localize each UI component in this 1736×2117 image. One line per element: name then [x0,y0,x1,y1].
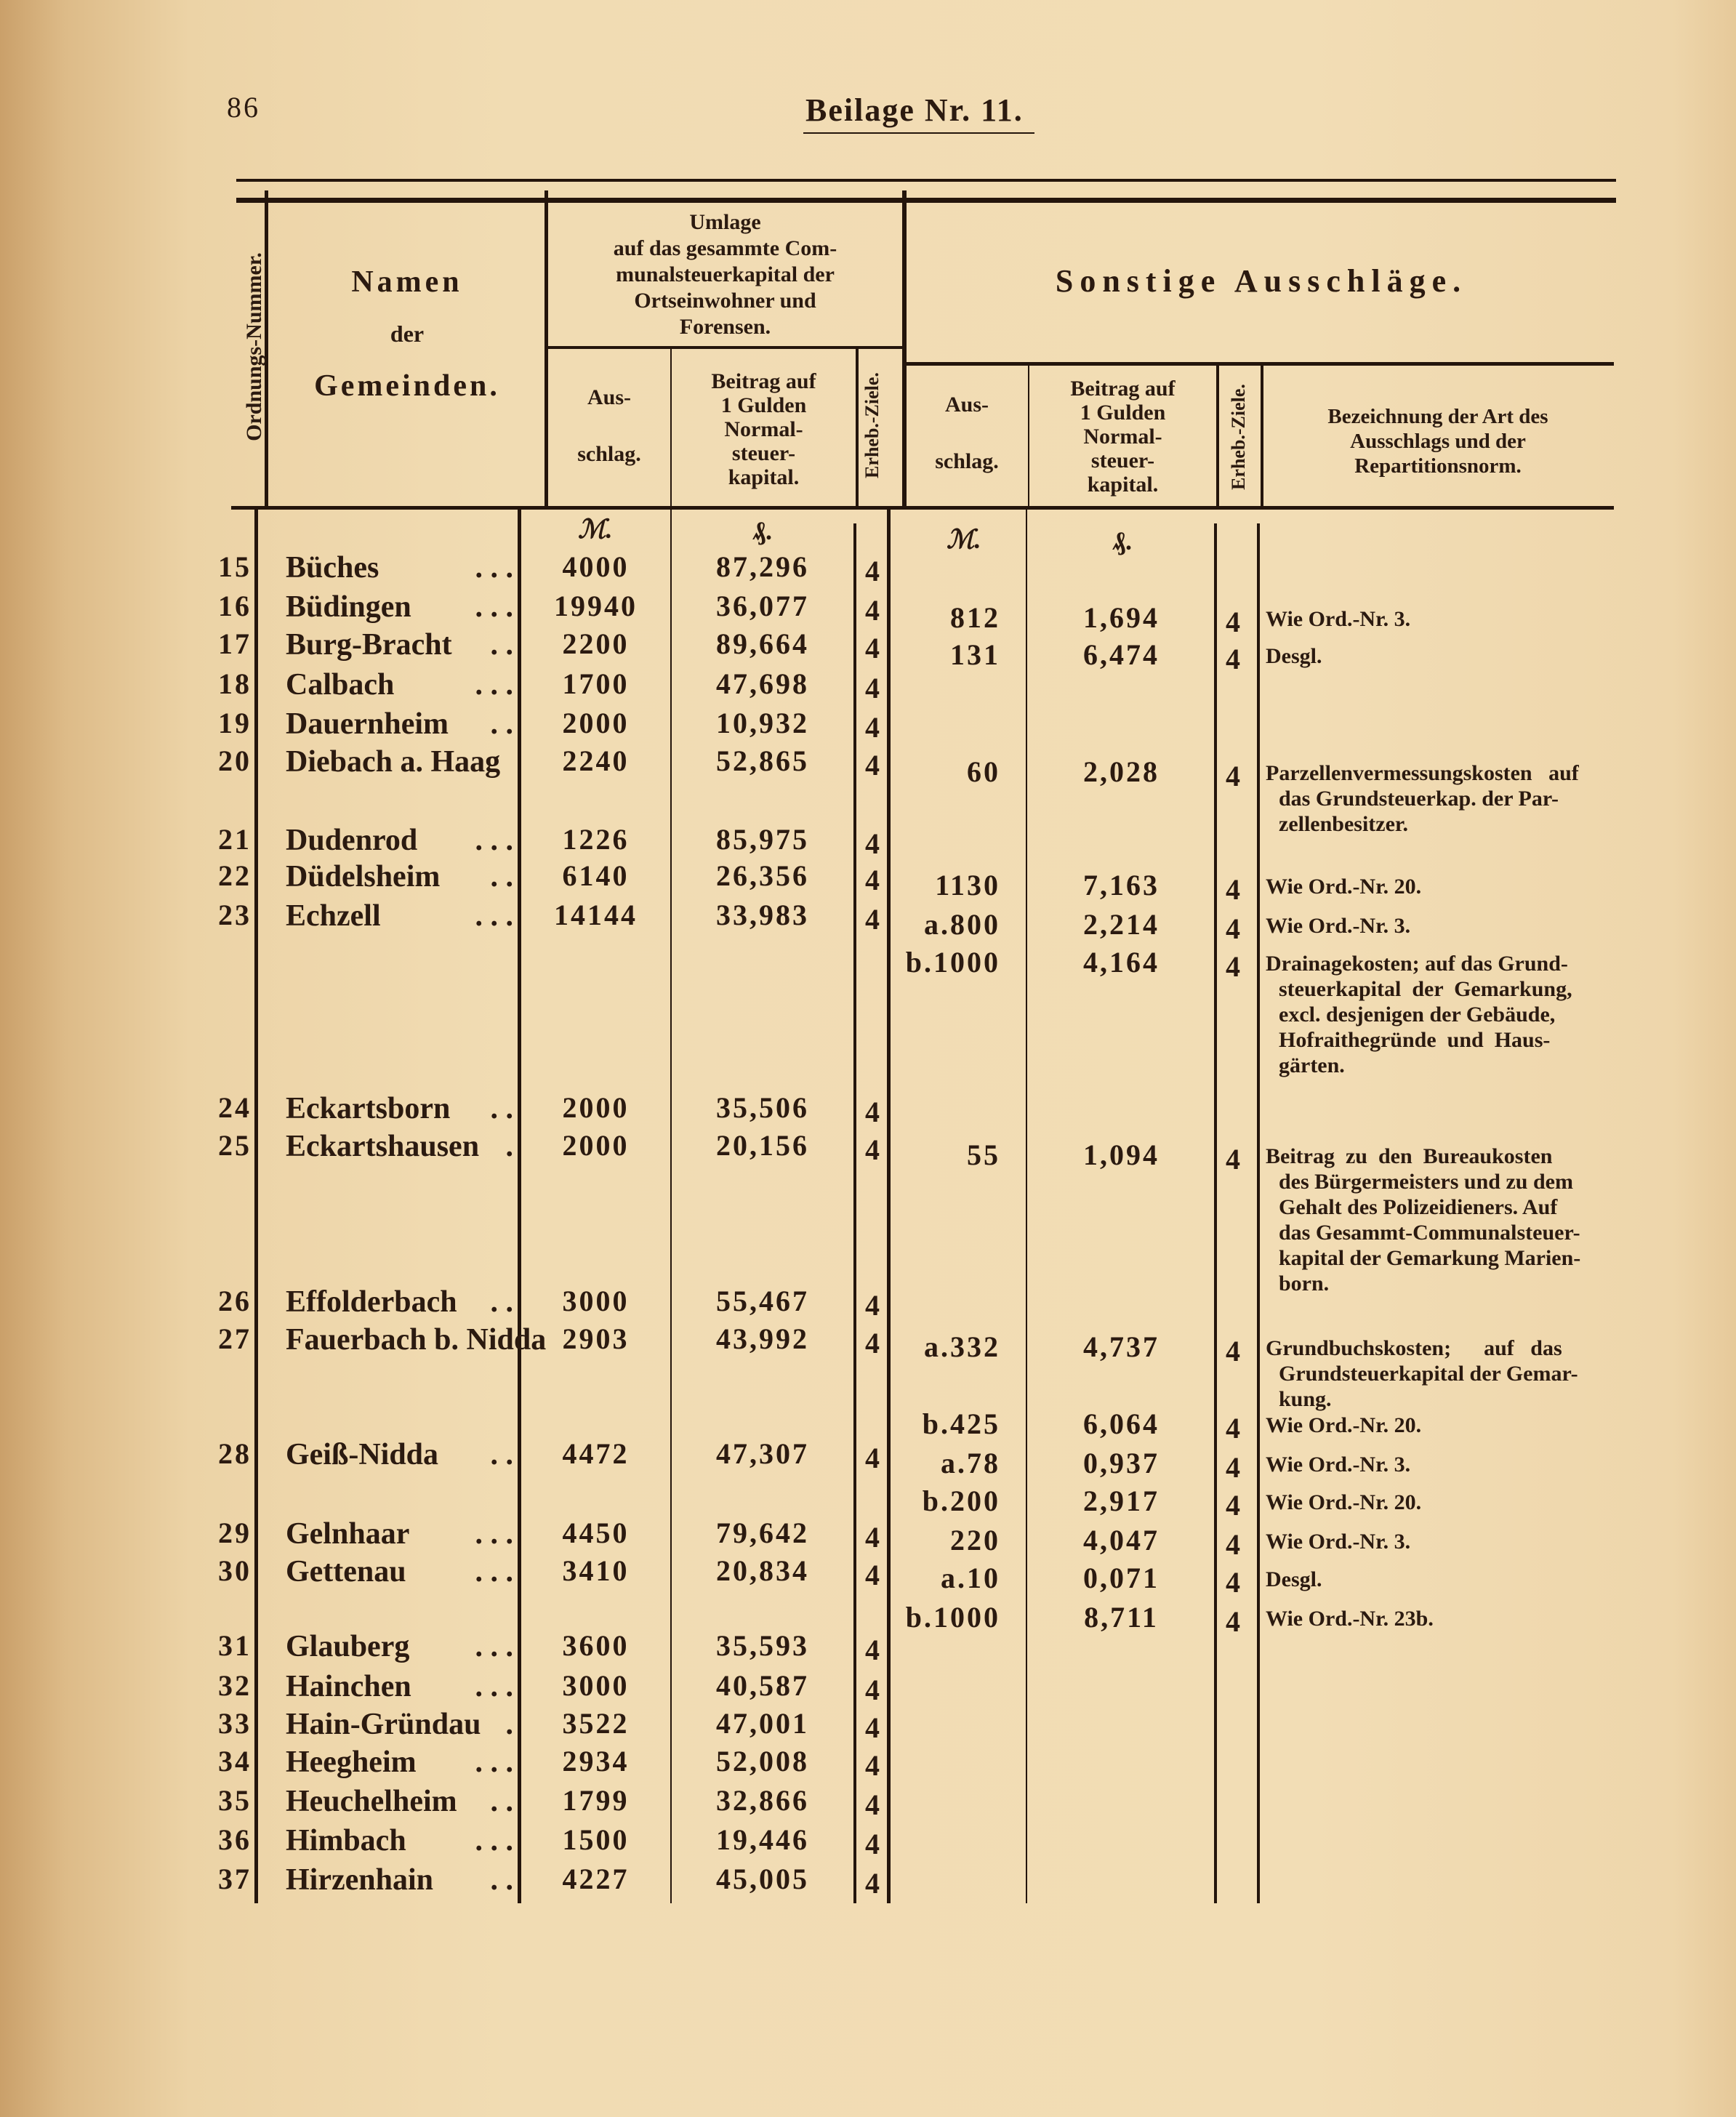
remark-line: das Grundsteuerkap. der Par- [1279,787,1559,811]
other-erheb-ziele: 4 [1226,606,1242,638]
header-namen-line: Gemeinden. [314,369,500,403]
umlage-subrule [547,346,904,349]
header-umlage-line: munalsteuerkapital der [616,262,835,286]
umlage-ausschlag: 3410 [562,1554,630,1587]
row-number: 29 [218,1517,252,1549]
umlage-beitrag: 20,834 [716,1554,809,1587]
other-beitrag: 2,917 [1083,1485,1160,1517]
umlage-beitrag: 87,296 [716,550,809,583]
umlage-erheb-ziele: 4 [865,1327,882,1359]
table-row [0,1093,1736,1127]
dot-leader: . . [490,1438,513,1471]
row-number: 26 [218,1285,252,1317]
remark-line: Wie Ord.-Nr. 3. [1266,914,1411,938]
other-beitrag: 4,047 [1083,1524,1160,1556]
other-row [0,1449,1736,1482]
dot-leader: . . . [475,1555,513,1588]
umlage-erheb-ziele: 4 [865,632,882,664]
row-number: 32 [218,1669,252,1702]
umlage-ausschlag: 4450 [562,1517,630,1549]
dot-leader: . . . [475,1670,513,1703]
umlage-ausschlag: 2903 [562,1322,630,1355]
umlage-beitrag: 47,307 [716,1437,809,1470]
umlage-erheb-ziele: 4 [865,1521,882,1554]
umlage-ausschlag: 1700 [562,667,630,700]
other-ausschlag: a.78 [941,1447,1000,1479]
remark [1266,1413,1586,1438]
umlage-erheb-ziele: 4 [865,1828,882,1860]
unit-pfennig-1: ₰. [752,516,772,545]
dot-leader: . . . [475,1824,513,1857]
header-erheb-ziele-1: Erheb.-Ziele. [861,372,883,478]
remark [1266,760,1586,837]
other-row [0,1526,1736,1559]
other-ausschlag: b.425 [922,1407,1000,1440]
municipality-name: Hirzenhain [286,1863,434,1897]
umlage-ausschlag: 4472 [562,1437,630,1470]
remark-line: Parzellenvermessungskosten auf [1266,761,1579,785]
dot-leader: . . . [475,551,513,585]
dot-leader: . . . [475,668,513,702]
municipality-name: Büches [286,551,379,585]
remark-line: Wie Ord.-Nr. 20. [1266,875,1422,899]
other-row [0,946,1736,1077]
umlage-ausschlag: 19940 [554,590,638,622]
remark-line: Wie Ord.-Nr. 3. [1266,607,1411,631]
umlage-beitrag: 45,005 [716,1863,809,1895]
dot-leader: . . . [475,1630,513,1663]
municipality-name: Effolderbach [286,1285,457,1319]
sonstige-subrule [904,362,1614,366]
umlage-ausschlag: 3522 [562,1707,630,1740]
umlage-ausschlag: 2934 [562,1745,630,1777]
other-ausschlag: 1130 [935,869,1000,901]
municipality-name: Burg-Bracht [286,628,452,662]
row-number: 19 [218,707,252,739]
header-ordnungs-nummer: Ordnungs-Nummer. [242,252,266,441]
row-number: 24 [218,1091,252,1124]
dot-leader: . . . [475,590,513,624]
dot-leader: . . [490,1785,513,1818]
row-number: 18 [218,667,252,700]
table-row [0,709,1736,742]
row-number: 33 [218,1707,252,1740]
header-ausschlag-2 [907,393,1027,473]
other-ausschlag: a.10 [941,1562,1000,1594]
header-ausschlag-line: Aus- [587,385,631,409]
umlage-erheb-ziele: 4 [865,1711,882,1744]
remark-line: gärten. [1279,1053,1345,1077]
table-row [0,1747,1736,1780]
header-divider [1216,365,1219,507]
header-beitrag-line: Beitrag auf [711,369,816,393]
umlage-ausschlag: 3600 [562,1629,630,1662]
other-beitrag: 2,028 [1083,755,1160,788]
remark-line: Wie Ord.-Nr. 23b. [1266,1607,1434,1631]
other-row [0,1487,1736,1520]
municipality-name: Hain-Gründau [286,1708,481,1741]
municipality-name: Echzell [286,899,381,933]
other-erheb-ziele: 4 [1226,1489,1242,1522]
other-erheb-ziele: 4 [1226,1605,1242,1638]
row-number: 20 [218,744,252,777]
remark-line: Wie Ord.-Nr. 20. [1266,1490,1422,1514]
header-bezeichnung-line: Repartitionsnorm. [1354,454,1522,478]
other-ausschlag: b.200 [922,1485,1000,1517]
other-ausschlag: a.332 [924,1330,1000,1363]
umlage-erheb-ziele: 4 [865,1634,882,1666]
table-row [0,1786,1736,1820]
umlage-ausschlag: 3000 [562,1669,630,1702]
municipality-name: Calbach [286,668,395,702]
umlage-erheb-ziele: 4 [865,1674,882,1706]
umlage-beitrag: 20,156 [716,1129,809,1162]
umlage-erheb-ziele: 4 [865,903,882,936]
other-ausschlag: a.800 [924,908,1000,941]
municipality-name: Dauernheim [286,707,449,741]
unit-mark-1: ℳ. [578,515,613,544]
umlage-ausschlag: 2200 [562,627,630,660]
header-ausschlag-line: schlag. [935,449,999,473]
dot-leader: . . [490,1863,513,1897]
other-erheb-ziele: 4 [1226,1412,1242,1445]
umlage-erheb-ziele: 4 [865,1749,882,1782]
umlage-beitrag: 55,467 [716,1285,809,1317]
remark-line: kung. [1279,1387,1332,1411]
other-beitrag: 7,163 [1083,869,1160,901]
umlage-beitrag: 85,975 [716,823,809,856]
other-ausschlag: 55 [967,1138,1000,1171]
other-erheb-ziele: 4 [1226,1566,1242,1599]
remark-line: Gehalt des Polizeidieners. Auf [1279,1195,1558,1219]
other-beitrag: 1,694 [1083,601,1160,634]
umlage-erheb-ziele: 4 [865,672,882,704]
remark-line: kapital der Gemarkung Marien- [1279,1246,1581,1270]
title-underline [803,132,1034,134]
remark-line: Grundbuchskosten; auf das [1266,1336,1562,1360]
row-number: 23 [218,899,252,931]
umlage-erheb-ziele: 4 [865,594,882,627]
top-rule [236,179,1616,182]
other-beitrag: 6,064 [1083,1407,1160,1440]
umlage-beitrag: 19,446 [716,1823,809,1856]
municipality-name: Geiß-Nidda [286,1438,439,1471]
dot-leader: . [505,1708,513,1741]
row-number: 17 [218,627,252,660]
remark [1266,606,1586,632]
other-ausschlag: b.1000 [905,946,1000,979]
other-row [0,1603,1736,1636]
other-row [0,1138,1736,1295]
dot-leader: . . . [475,1746,513,1779]
umlage-erheb-ziele: 4 [865,1096,882,1128]
remark-line: Hofraithegründe und Haus- [1279,1028,1551,1052]
dot-leader: . . [490,860,513,893]
row-number: 31 [218,1629,252,1662]
municipality-name: Dudenrod [286,824,418,857]
umlage-beitrag: 33,983 [716,899,809,931]
other-beitrag: 0,937 [1083,1447,1160,1479]
header-beitrag-line: steuer- [1090,449,1155,473]
umlage-beitrag: 35,506 [716,1091,809,1124]
unit-mark-2: ℳ. [947,525,981,554]
row-number: 15 [218,550,252,583]
other-erheb-ziele: 4 [1226,912,1242,945]
dot-leader: . . . [475,899,513,933]
unit-pfennig-2: ₰. [1112,526,1132,555]
header-ausschlag-line: Aus- [944,393,989,417]
other-erheb-ziele: 4 [1226,760,1242,792]
remark-line: des Bürgermeisters und zu dem [1279,1170,1573,1194]
dot-leader: . . [490,707,513,741]
umlage-beitrag: 52,008 [716,1745,809,1777]
header-beitrag-line: Normal- [1083,425,1162,449]
other-beitrag: 8,711 [1084,1601,1159,1634]
header-beitrag-line: 1 Gulden [1080,401,1166,425]
remark-line: Wie Ord.-Nr. 3. [1266,1453,1411,1477]
header-beitrag-line: 1 Gulden [720,393,807,417]
header-beitrag-line: steuer- [731,441,796,465]
remark-line: born. [1279,1272,1330,1295]
remark [1266,1490,1586,1515]
municipality-name: Heegheim [286,1746,417,1779]
header-namen-line: der [390,321,425,348]
remark [1266,874,1586,899]
other-beitrag: 4,737 [1083,1330,1160,1363]
umlage-beitrag: 40,587 [716,1669,809,1702]
municipality-name: Heuchelheim [286,1785,457,1818]
other-erheb-ziele: 4 [1226,1335,1242,1367]
dot-leader: . . . [475,1517,513,1551]
header-umlage-line: Forensen. [679,315,771,339]
header-beitrag-line: Beitrag auf [1070,377,1176,401]
umlage-ausschlag: 2000 [562,1091,630,1124]
umlage-beitrag: 47,698 [716,667,809,700]
remark-line: das Gesammt-Communalsteuer- [1279,1221,1580,1245]
remark-line: zellenbesitzer. [1279,812,1408,836]
umlage-beitrag: 79,642 [716,1517,809,1549]
page-title: Beilage Nr. 11. [805,92,1024,128]
umlage-ausschlag: 1500 [562,1823,630,1856]
header-umlage-line: Ortseinwohner und [634,289,816,313]
header-divider [856,349,859,507]
row-number: 16 [218,590,252,622]
other-beitrag: 1,094 [1083,1138,1160,1171]
umlage-beitrag: 36,077 [716,590,809,622]
table-row [0,1671,1736,1705]
umlage-erheb-ziele: 4 [865,1442,882,1474]
other-erheb-ziele: 4 [1226,1143,1242,1176]
header-namen-line: Namen [351,265,463,299]
header-ausschlag-1 [548,385,670,466]
umlage-ausschlag: 14144 [554,899,638,931]
umlage-erheb-ziele: 4 [865,1289,882,1322]
umlage-ausschlag: 2240 [562,744,630,777]
umlage-erheb-ziele: 4 [865,1867,882,1900]
row-number: 22 [218,859,252,892]
row-number: 28 [218,1437,252,1470]
header-bezeichnung-line: Ausschlags und der [1350,430,1526,453]
umlage-beitrag: 43,992 [716,1322,809,1355]
row-number: 25 [218,1129,252,1162]
header-beitrag-2 [1029,377,1216,497]
umlage-beitrag: 32,866 [716,1784,809,1817]
dot-leader: . [505,1130,513,1163]
umlage-erheb-ziele: 4 [865,555,882,587]
other-row [0,871,1736,904]
other-row [0,603,1736,637]
header-beitrag-line: kapital. [728,465,800,489]
other-beitrag: 0,071 [1083,1562,1160,1594]
remark [1266,1567,1586,1592]
page-number: 86 [227,91,260,124]
header-umlage [548,209,902,340]
umlage-beitrag: 89,664 [716,627,809,660]
other-row [0,1564,1736,1597]
umlage-erheb-ziele: 4 [865,749,882,782]
other-row [0,755,1736,836]
header-umlage-line: Umlage [689,210,761,234]
municipality-name: Diebach a. Haag [286,745,501,779]
municipality-name: Eckartshausen [286,1130,480,1163]
remark-line: Desgl. [1266,1567,1322,1591]
other-row [0,1407,1736,1445]
umlage-ausschlag: 4000 [562,550,630,583]
row-number: 30 [218,1554,252,1587]
header-bezeichnung-line: Bezeichnung der Art des [1327,405,1548,428]
table-row [0,550,1736,587]
remark-line: Desgl. [1266,644,1322,668]
other-beitrag: 6,474 [1083,638,1160,671]
municipality-name: Hainchen [286,1670,411,1703]
header-bottom-rule [231,506,1614,510]
umlage-ausschlag: 6140 [562,859,630,892]
municipality-name: Büdingen [286,590,411,624]
row-number: 21 [218,823,252,856]
umlage-erheb-ziele: 4 [865,1559,882,1591]
header-erheb-ziele-2: Erheb.-Ziele. [1228,384,1249,490]
municipality-name: Himbach [286,1824,406,1857]
other-erheb-ziele: 4 [1226,873,1242,906]
other-erheb-ziele: 4 [1226,643,1242,675]
remark [1266,1529,1586,1554]
other-beitrag: 2,214 [1083,908,1160,941]
municipality-name: Düdelsheim [286,860,441,893]
header-ausschlag-line: schlag. [577,441,641,466]
other-erheb-ziele: 4 [1226,1451,1242,1484]
municipality-name: Gelnhaar [286,1517,410,1551]
table-row [0,1865,1736,1898]
remark-line: steuerkapital der Gemarkung, [1279,977,1572,1001]
other-ausschlag: 220 [950,1524,1000,1556]
municipality-name: Gettenau [286,1555,406,1588]
umlage-ausschlag: 1799 [562,1784,630,1817]
umlage-beitrag: 35,593 [716,1629,809,1662]
umlage-beitrag: 10,932 [716,707,809,739]
remark-line: excl. desjenigen der Gebäude, [1279,1003,1556,1027]
remark-line: Drainagekosten; auf das Grund- [1266,952,1568,976]
dot-leader: . . . [475,824,513,857]
umlage-beitrag: 26,356 [716,859,809,892]
remark [1266,1452,1586,1477]
dot-leader: . . [490,628,513,662]
umlage-erheb-ziele: 4 [865,711,882,744]
header-umlage-line: auf das gesammte Com- [613,236,837,260]
remark [1266,913,1586,939]
municipality-name: Fauerbach b. Nidda [286,1323,547,1357]
remark [1266,1144,1586,1296]
other-ausschlag: 131 [950,638,1000,671]
header-beitrag-line: Normal- [724,417,803,441]
other-row [0,1330,1736,1411]
header-namen [269,265,545,403]
municipality-name: Glauberg [286,1630,410,1663]
header-beitrag-line: kapital. [1087,473,1159,497]
other-ausschlag: 60 [967,755,1000,788]
umlage-erheb-ziele: 4 [865,864,882,896]
other-row [0,910,1736,944]
header-bezeichnung [1263,404,1612,478]
table-row [0,1709,1736,1743]
remark [1266,1606,1586,1631]
header-sonstige: Sonstige Ausschläge. [1055,263,1468,299]
top-rule-thick [236,198,1616,203]
row-number: 34 [218,1745,252,1777]
municipality-name: Eckartsborn [286,1092,451,1125]
other-ausschlag: b.1000 [905,1601,1000,1634]
umlage-beitrag: 47,001 [716,1707,809,1740]
other-row [0,640,1736,674]
row-number: 37 [218,1863,252,1895]
remark-line: Wie Ord.-Nr. 20. [1266,1413,1422,1437]
other-erheb-ziele: 4 [1226,950,1242,983]
row-number: 35 [218,1784,252,1817]
umlage-erheb-ziele: 4 [865,1788,882,1821]
row-number: 36 [218,1823,252,1856]
remark-line: Grundsteuerkapital der Gemar- [1279,1362,1578,1386]
dot-leader: . . [490,1285,513,1319]
other-beitrag: 4,164 [1083,946,1160,979]
other-erheb-ziele: 4 [1226,1528,1242,1561]
row-number: 27 [218,1322,252,1355]
dot-leader: . . [490,1092,513,1125]
umlage-ausschlag: 1226 [562,823,630,856]
umlage-ausschlag: 2000 [562,707,630,739]
other-ausschlag: 812 [950,601,1000,634]
umlage-ausschlag: 4227 [562,1863,630,1895]
umlage-erheb-ziele: 4 [865,1133,882,1166]
umlage-beitrag: 52,865 [716,744,809,777]
remark [1266,1335,1586,1412]
umlage-ausschlag: 3000 [562,1285,630,1317]
umlage-ausschlag: 2000 [562,1129,630,1162]
remark-line: Wie Ord.-Nr. 3. [1266,1530,1411,1554]
remark [1266,643,1586,669]
remark [1266,951,1586,1078]
table-row [0,1825,1736,1859]
header-beitrag-1 [672,369,856,489]
table-row [0,667,1736,704]
remark-line: Beitrag zu den Bureaukosten [1266,1144,1553,1168]
umlage-erheb-ziele: 4 [865,827,882,860]
